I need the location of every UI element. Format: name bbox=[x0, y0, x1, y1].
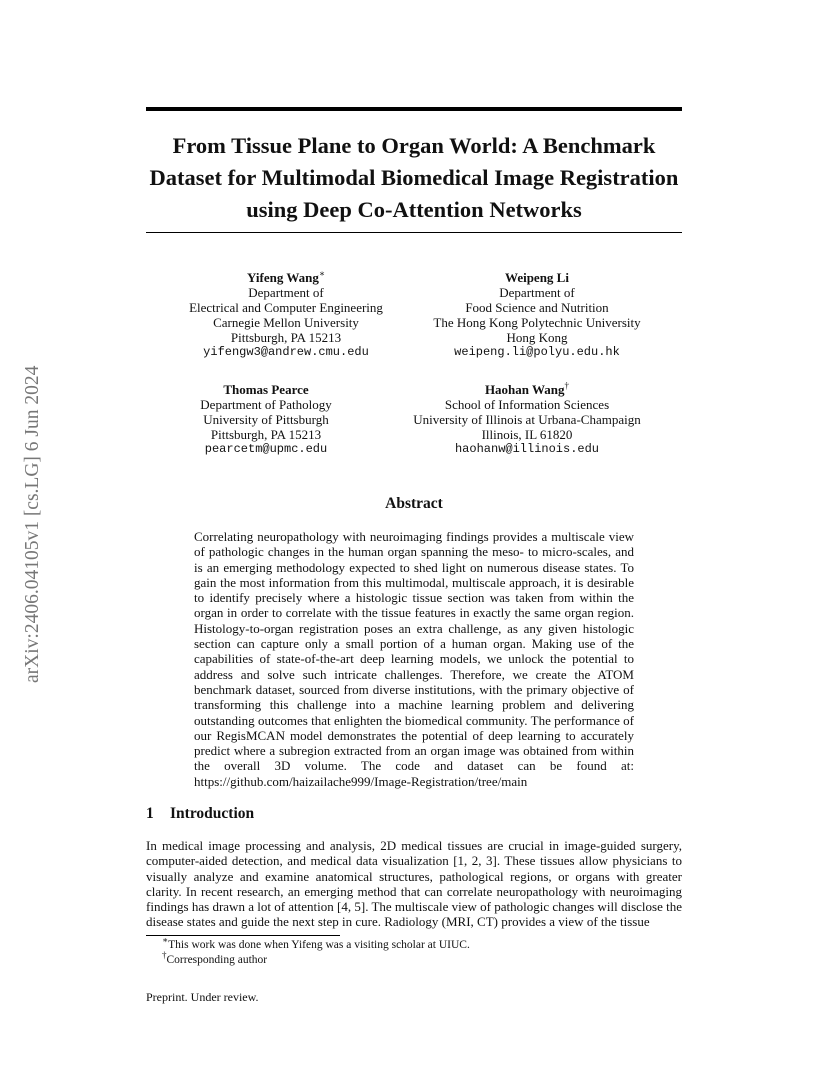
preprint-notice: Preprint. Under review. bbox=[146, 990, 259, 1004]
author-affiliation: Carnegie Mellon University bbox=[213, 315, 359, 330]
author-name: Weipeng Li bbox=[505, 270, 569, 285]
author-affiliation: Pittsburgh, PA 15213 bbox=[210, 427, 322, 442]
footnote-text: Corresponding author bbox=[166, 954, 268, 966]
author-email[interactable]: haohanw@illinois.edu bbox=[454, 442, 600, 456]
author-affiliation: Department of Pathology bbox=[200, 397, 332, 412]
author-name: Yifeng Wang bbox=[247, 270, 319, 285]
author-affiliation: Illinois, IL 61820 bbox=[481, 427, 573, 442]
title-bottom-rule bbox=[146, 232, 682, 233]
footnote-rule bbox=[146, 935, 340, 936]
section-number: 1 bbox=[146, 805, 154, 822]
author-affiliation: Electrical and Computer Engineering bbox=[189, 300, 383, 315]
author-name: Haohan Wang bbox=[484, 382, 565, 397]
author-affiliation: University of Illinois at Urbana-Champaign bbox=[413, 412, 641, 427]
author-email[interactable]: pearcetm@upmc.edu bbox=[204, 442, 328, 456]
footnote-mark: ∗ bbox=[162, 935, 169, 946]
author-affiliation: Department of bbox=[248, 285, 324, 300]
section-title: Introduction bbox=[170, 805, 255, 822]
author-email[interactable]: weipeng.li@polyu.edu.hk bbox=[454, 345, 620, 359]
author-affiliation: Pittsburgh, PA 15213 bbox=[230, 330, 342, 345]
abstract-heading: Abstract bbox=[385, 495, 443, 512]
title-top-rule bbox=[146, 107, 682, 111]
author-email[interactable]: yifengw3@andrew.cmu.edu bbox=[203, 345, 369, 359]
author-affiliation: University of Pittsburgh bbox=[203, 412, 329, 427]
footnote-2 bbox=[162, 950, 470, 968]
footnote-text: This work was done when Yifeng was a visiting scholar at UIUC. bbox=[168, 939, 470, 951]
author-block-2 bbox=[417, 270, 657, 360]
author-affiliation: School of Information Sciences bbox=[444, 397, 610, 412]
paper-title: From Tissue Plane to Organ World: A Benchmark Dataset for Multimodal Biomedical Image Registration using Deep Co-Attention Networks bbox=[149, 133, 679, 222]
author-affiliation: The Hong Kong Polytechnic University bbox=[433, 315, 641, 330]
author-mark: † bbox=[564, 380, 570, 391]
author-mark: ∗ bbox=[318, 268, 325, 279]
author-name: Thomas Pearce bbox=[223, 382, 309, 397]
footnotes bbox=[162, 935, 470, 968]
author-block-3 bbox=[166, 382, 366, 457]
introduction-text: In medical image processing and analysis, 2D medical tissues are crucial in image-guided surgery, computer-aided detection, and medical data visualization [1, 2, 3]. These tissues allow physicians to visually analyze and examine anatomical structures, pathological regions, or organs with greater clarity. In recent research, an emerging method that can correlate neuropathology with neuroimaging findings has drawn a lot of attention [4, 5]. The multiscale view of pathologic changes will disclose the disease states and guide the next step in cure. Radiology (MRI, CT) provides a view of the tissue bbox=[146, 838, 682, 930]
footnote-1 bbox=[162, 935, 470, 953]
author-affiliation: Food Science and Nutrition bbox=[465, 300, 609, 315]
section-heading bbox=[146, 805, 254, 823]
author-affiliation: Hong Kong bbox=[506, 330, 568, 345]
author-block-1 bbox=[166, 270, 406, 360]
abstract-text: Correlating neuropathology with neuroimaging findings provides a multiscale view of pathologic changes in the human organ spanning the meso- to micro-scales, and is an emerging methodology expected to shed light on numerous disease states. To gain the most information from this multimodal, multiscale approach, it is desirable to identify precisely where a histologic tissue section was taken from within the organ in order to correlate with the tissue features in exactly the same organ region. Histology-to-organ registration poses an extra challenge, as any given histologic section can capture only a small portion of a human organ. Making use of the capabilities of state-of-the-art deep learning models, we unlock the potential to address and solve such intricate challenges. Therefore, we create the ATOM benchmark dataset, sourced from diverse institutions, with the primary objective of transforming this challenge into a machine learning problem and delivering outstanding outcomes that enlighten the biomedical community. The performance of our RegisMCAN model demonstrates the potential of deep learning to accurately predict where a subregion extracted from an organ image was obtained from within the overall 3D volume. The code and dataset can be found at: https://github.com/haizailache999/Image-Registration/tree/main bbox=[194, 529, 634, 789]
author-block-4 bbox=[382, 382, 672, 457]
footnote-mark: † bbox=[162, 950, 167, 961]
author-affiliation: Department of bbox=[499, 285, 575, 300]
arxiv-identifier: arXiv:2406.04105v1 [cs.LG] 6 Jun 2024 bbox=[22, 365, 43, 684]
